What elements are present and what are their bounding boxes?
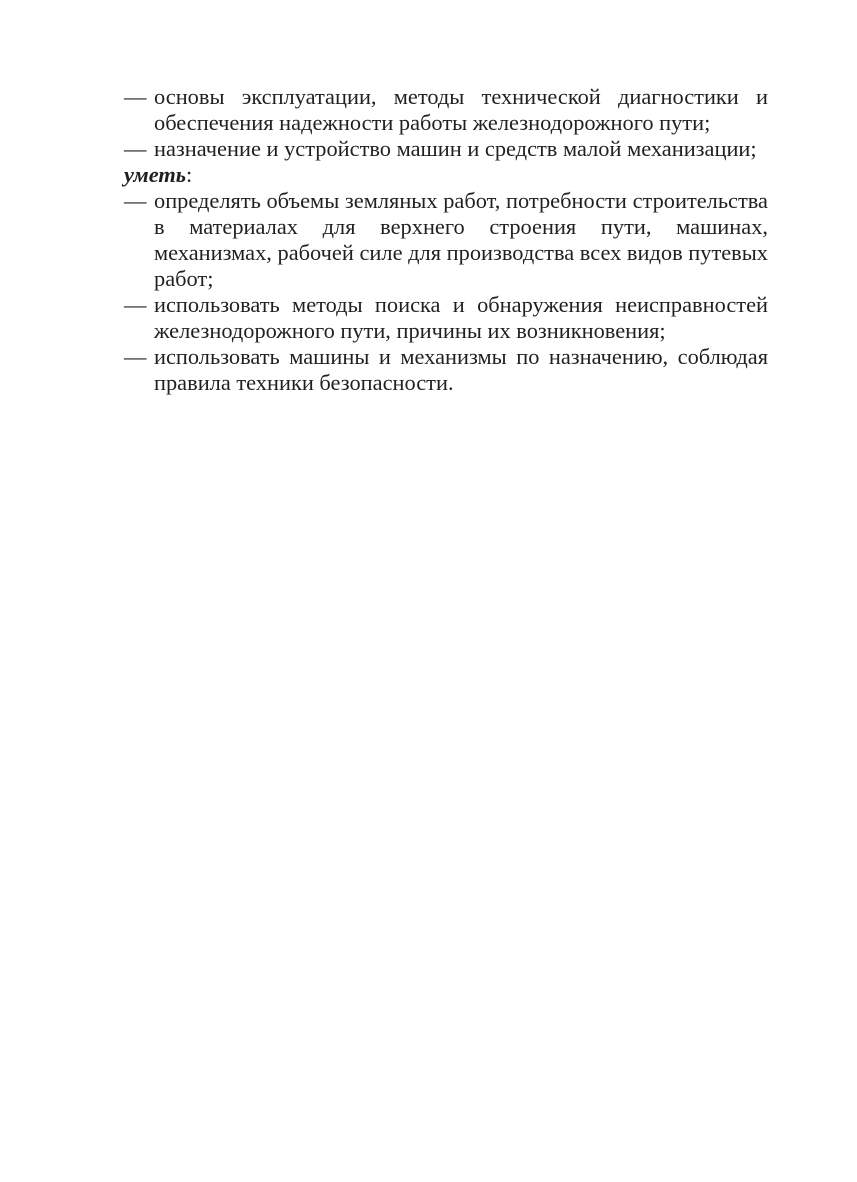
list-item [124, 292, 768, 344]
list-item [124, 84, 768, 136]
list-item-text: использовать методы поиска и обнаружения неисправностей железнодорожного пути, причины их возникновения; [154, 292, 768, 343]
list-dash: — [124, 292, 147, 317]
list-dash: — [124, 344, 147, 369]
list-dash: — [124, 188, 147, 213]
list-dash: — [124, 84, 147, 109]
list-item-text: основы эксплуатации, методы технической диагностики и обеспечения надежности работы железнодорожного пути; [154, 84, 768, 135]
section-label-word: уметь [124, 162, 187, 187]
section-label [124, 162, 768, 188]
list-item [124, 188, 768, 292]
list-item-text: определять объемы земляных работ, потребности строительства в материалах для верхнего строения пути, машинах, механизмах, рабочей силе для производства всех видов путевых работ; [154, 188, 768, 291]
text-block [124, 84, 768, 396]
section-label-suffix: : [186, 162, 193, 187]
list-item-text: назначение и устройство машин и средств малой механизации; [154, 136, 757, 161]
list-item [124, 136, 768, 162]
list-dash: — [124, 136, 147, 161]
list-item [124, 344, 768, 396]
list-item-text: использовать машины и механизмы по назначению, соблюдая правила техники безопасности. [154, 344, 768, 395]
